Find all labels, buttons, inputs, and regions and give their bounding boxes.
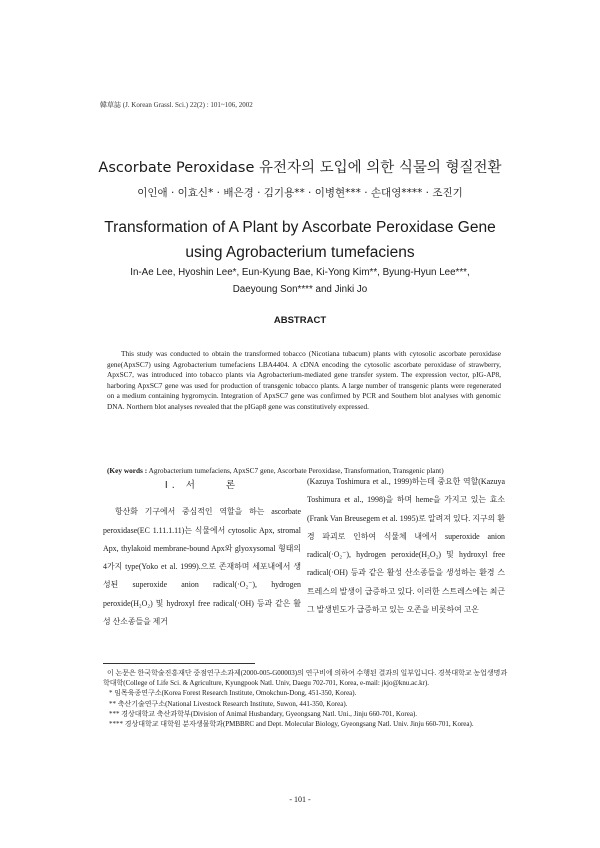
keywords-label: (Key words : [107, 466, 148, 475]
footnote-1: * 임목육종연구소(Korea Forest Research Institute, Omokchun-Dong, 451-350, Korea). [109, 689, 357, 698]
english-authors-line-1: In-Ae Lee, Hyoshin Lee*, Eun-Kyung Bae, Ki-Yong Kim**, Byung-Hyun Lee***, [130, 267, 470, 278]
footnotes [103, 668, 513, 729]
body-paragraph-right: (Kazuya Toshimura et al., 1999)하는데 중요한 역할(Kazuya Toshimura et al., 1998)을 하며 heme을 가지고 있는 효소(Frank Van Breusegem et al. 1995)로 알려져 있다. 지구의 환경 파괴로 인하여 식물체 내에서 superoxide anion radical(·O₂⁻), hydrogen peroxide(H₂O₂) 및 hydroxyl free radical(·OH) 등과 같은 활성 산소종들을 생성하는 환경 스트레스의 발생이 급증하고 있다. 이러한 스트레스에는 최근 그 발생빈도가 급증하고 있는 오존을 비롯하여 고온 [307, 477, 505, 615]
body-column-left [103, 473, 301, 631]
footnote-2: ** 축산기술연구소(National Livestock Research Institute, Suwon, 441-350, Korea). [109, 699, 348, 708]
english-title-line-1: Transformation of A Plant by Ascorbate Peroxidase Gene [104, 219, 496, 236]
english-title-line-2 [0, 240, 600, 265]
page-number: - 101 - [289, 795, 311, 804]
footnote-funding: 이 논문은 한국학술진흥재단 중점연구소과제(2000-005-G00003)의 연구비에 의하여 수행된 결과의 일부입니다. 경북대학교 농업생명과학대학(College of Life Sci. & Agriculture, Kyungpook Natl. Univ, Daegu 702-701, Korea, e-mail: jkjo@knu.ac.kr). [103, 669, 508, 688]
korean-authors: 이인애 · 이효신* · 배은경 · 김기용** · 이병현*** · 손대영**** · 조진기 [137, 187, 463, 199]
english-authors-line-2: Daeyoung Son**** and Jinki Jo [232, 284, 368, 295]
abstract-text: This study was conducted to obtain the transformed tobacco (Nicotiana tubacum) plants with cytosolic ascorbate peroxidase gene(ApxSC7) using Agrobacterium tumefaciens LBA4404. A cDNA encoding the cytosolic ascorbate peroxidase of strawberry, ApxSC7, was introduced into tobacco plants via Agrobacterium-mediated gene transfer system. The expression vector, pIG-AP8, harboring ApxSC7 gene was used for production of transgenic tobacco plants. A large number of transgenic plants were regenerated on a medium containing hygromycin. Integration of ApxSC7 gene was confirmed by PCR and Southern blot analyses with genomic DNA. Northern blot analyses revealed that the pIGap8 gene was constitutively expressed. [107, 349, 501, 411]
english-title-line-2-text: using Agrobacterium tumefaciens [185, 244, 415, 261]
section-heading: Ⅰ. 서 론 [164, 480, 240, 491]
footnote-divider [103, 663, 255, 664]
body-column-right [307, 473, 505, 619]
body-paragraph-left: 항산화 기구에서 중심적인 역할을 하는 ascorbate peroxidase(EC 1.11.1.11)는 식물에서 cytosolic Apx, stromal Apx, thylakoid membrane-bound Apx와 glyoxysomal 형태의 4가지 type(Yoko et al. 1999).으로 존재하며 세포내에서 생성된 superoxide anion radical(·O₂⁻), hydrogen peroxide(H₂O₂) 및 hydroxyl free radical(·OH) 등과 같은 활성 산소종들을 제거 [103, 507, 301, 627]
keywords-text: Agrobacterium tumefaciens, ApxSC7 gene, Ascorbate Peroxidase, Transformation, Transgenic plant) [148, 466, 444, 475]
footnote-4: **** 경상대학교 대학원 분자생물학과(PMBBRC and Dept. Molecular Biology, Gyeongsang Natl. Univ. Jinju 660-701, Korea). [109, 720, 474, 729]
english-authors [0, 264, 600, 298]
english-title [0, 215, 600, 265]
korean-title: Ascorbate Peroxidase 유전자의 도입에 의한 식물의 형질전환 [98, 160, 502, 176]
journal-citation: 韓草誌 (J. Korean Grassl. Sci.) 22(2) : 101~106, 2002 [100, 101, 253, 109]
footnote-3: *** 경상대학교 축산과학부(Division of Animal Husbandary, Gyeongsang Natl. Uni., Jinju 660-701, Korea). [109, 709, 418, 718]
abstract-heading: ABSTRACT [273, 315, 327, 326]
